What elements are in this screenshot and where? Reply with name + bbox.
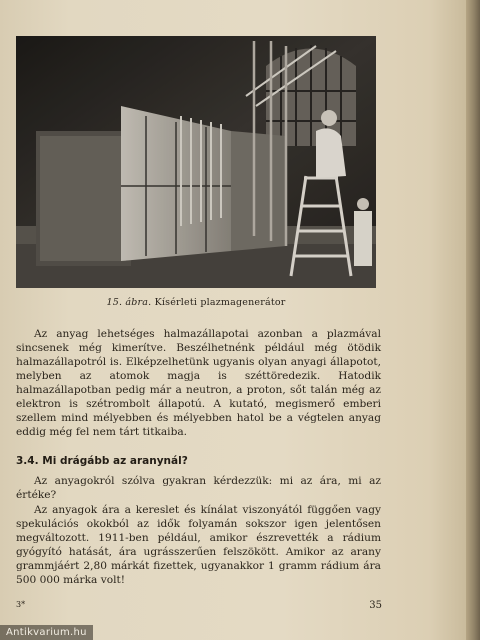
body-paragraph-3: Az anyagok ára a kereslet és kínálat viszonyától függően vagy spekulációs okokból az idők folyamán sokszor igen jelentősen megváltozott. 1911-ben például, amikor észrevették a rádium gyógyító hatását, ára ugrásszerűen felszökött. Amikor az arany grammjáért 2,80 márkát fizettek, ugyanakkor 1 gramm rádium ára 500 000 márka volt! [16,504,381,586]
plasma-generator-photo [16,36,376,288]
figure-number: 15. ábra. [106,297,152,308]
body-paragraph-2: Az anyagokról szólva gyakran kérdezzük: mi az ára, mi az értéke? [16,475,381,501]
signature-mark: 3* [16,600,26,609]
book-spine-gutter [466,0,480,640]
page-number: 35 [369,600,382,611]
page-footer [16,600,382,614]
figure-caption-text: Kísérleti plazmagenerátor [154,297,286,308]
watermark: Antikvarium.hu [0,625,93,640]
figure-caption [16,297,376,308]
section-heading: 3.4. Mi drágább az aranynál? [16,455,188,467]
photo-illustration [16,36,376,288]
body-paragraph-1: Az anyag lehetséges halmazállapotai azonban a plazmával sincsenek még kimerítve. Beszélhetnénk például még ötödik halmazállapotról is. Elképzelhetünk ugyanis olyan anyagi állapotot, melyben az atomok magja is széttöredezik. Hatodik halmazállapotban pedig már a neutron, a proton, sőt talán még az elektron is szétrombolt állapotú. A kutató, megismerő emberi szellem mind mélyebben és mélyebben hatol be a végtelen anyag eddig még fel nem tárt titkaiba. [16,328,381,438]
